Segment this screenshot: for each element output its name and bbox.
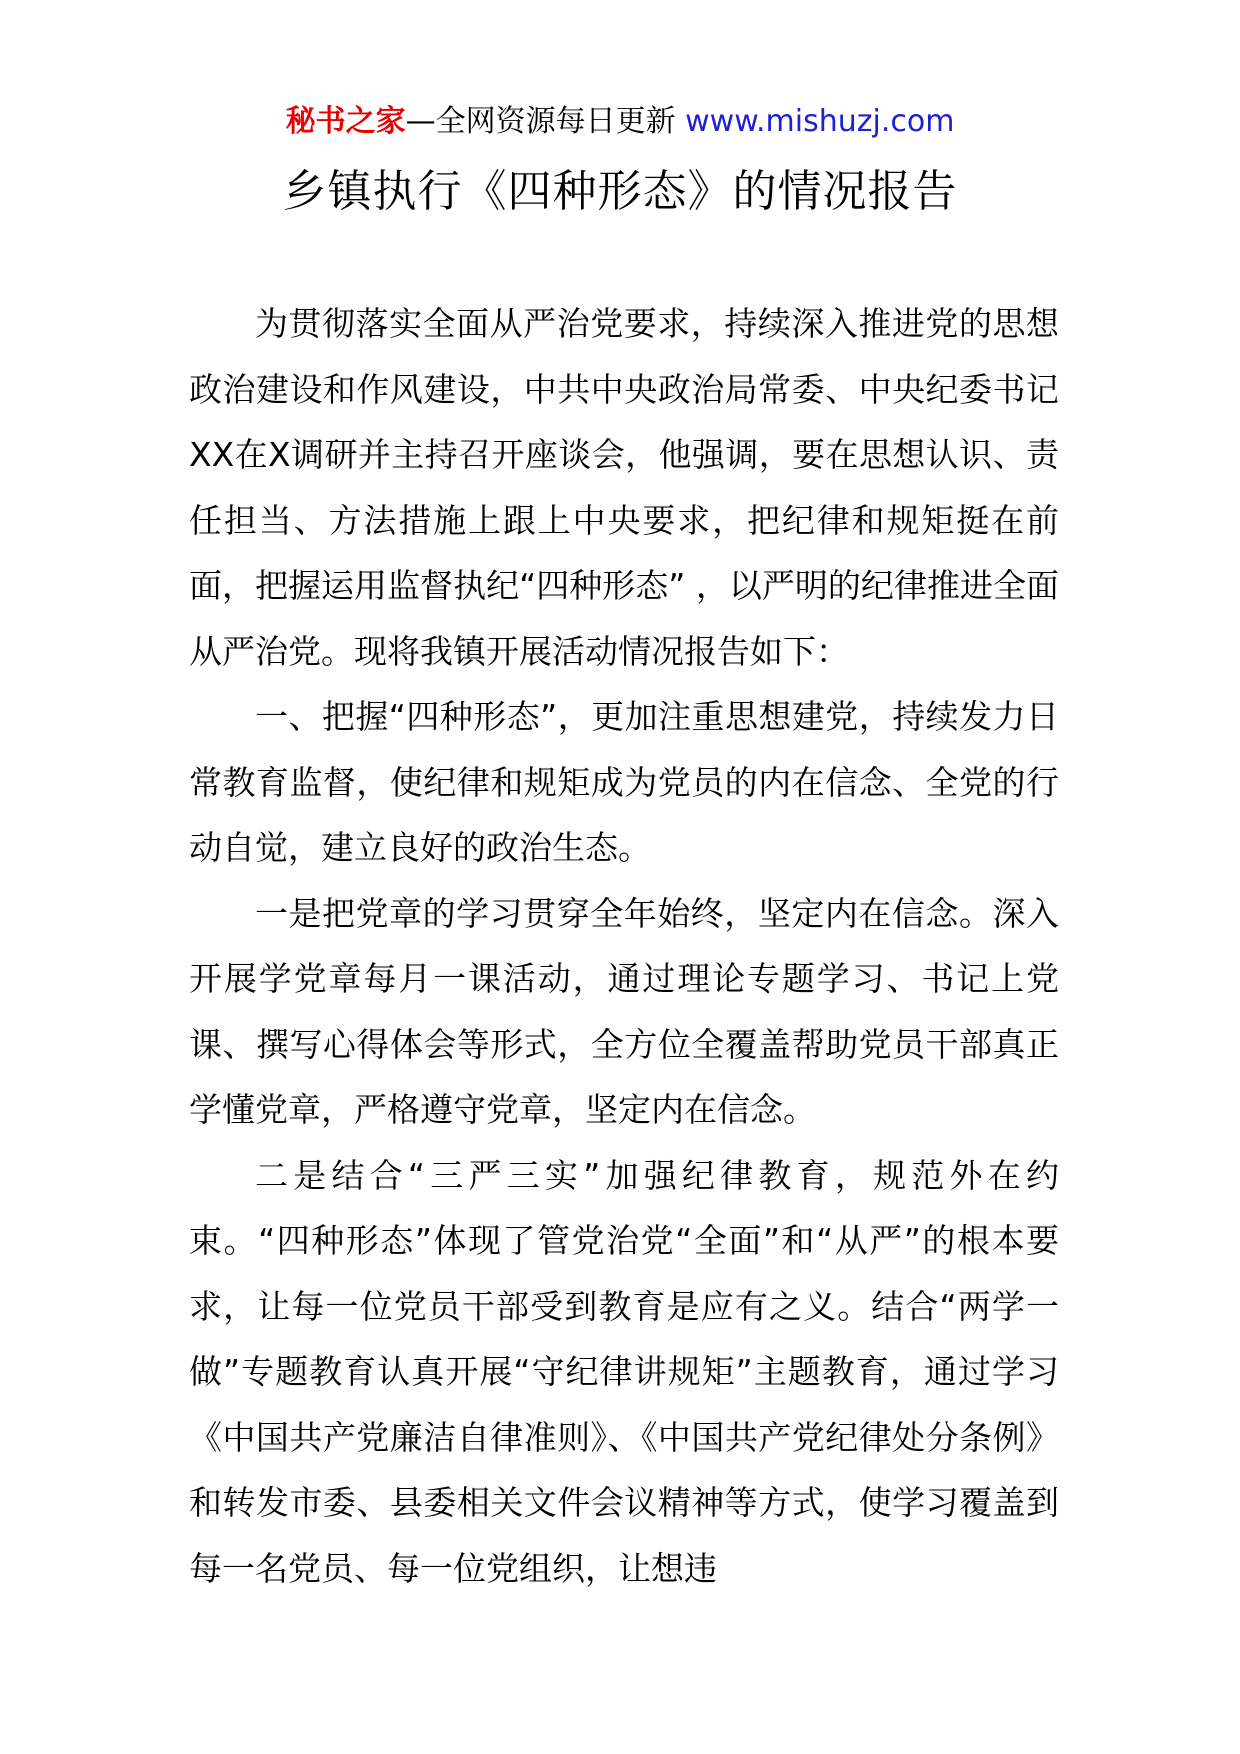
document-title: 乡镇执行《四种形态》的情况报告 [282,166,958,217]
site-name: 秘书之家 [285,104,406,139]
site-header [0,100,1240,144]
site-url-link[interactable]: www.mishuzj.com [685,104,955,139]
section-heading-1: 一、把握“四种形态”，更加注重思想建党，持续发力日常教育监督，使纪律和规矩成为党员的内在信念、全党的行动自觉，建立良好的政治生态。 [189,697,1059,867]
paragraph-intro: 为贯彻落实全面从严治党要求，持续深入推进党的思想政治建设和作风建设，中共中央政治局常委、中央纪委书记XX在X调研并主持召开座谈会，他强调，要在思想认识、责任担当、方法措施上跟上中央要求，把纪律和规矩挺在前面，把握运用监督执纪“四种形态” ，以严明的纪律推进全面从严治党。现将我镇开展活动情况报告如下： [189,304,1059,671]
document-body [189,291,1059,1601]
paragraph-point-1: 一是把党章的学习贯穿全年始终，坚定内在信念。深入开展学党章每月一课活动，通过理论专题学习、书记上党课、撰写心得体会等形式，全方位全覆盖帮助党员干部真正学懂党章，严格遵守党章，坚定内在信念。 [189,893,1059,1129]
paragraph-point-2: 二是结合“三严三实”加强纪律教育，规范外在约束。“四种形态”体现了管党治党“全面”和“从严”的根本要求，让每一位党员干部受到教育是应有之义。结合“两学一做”专题教育认真开展“守纪律讲规矩”主题教育，通过学习《中国共产党廉洁自律准则》、《中国共产党纪律处分条例》和转发市委、县委相关文件会议精神等方式，使学习覆盖到每一名党员、每一位党组织，让想违 [189,1155,1059,1588]
site-slogan: —全网资源每日更新 [405,104,686,139]
